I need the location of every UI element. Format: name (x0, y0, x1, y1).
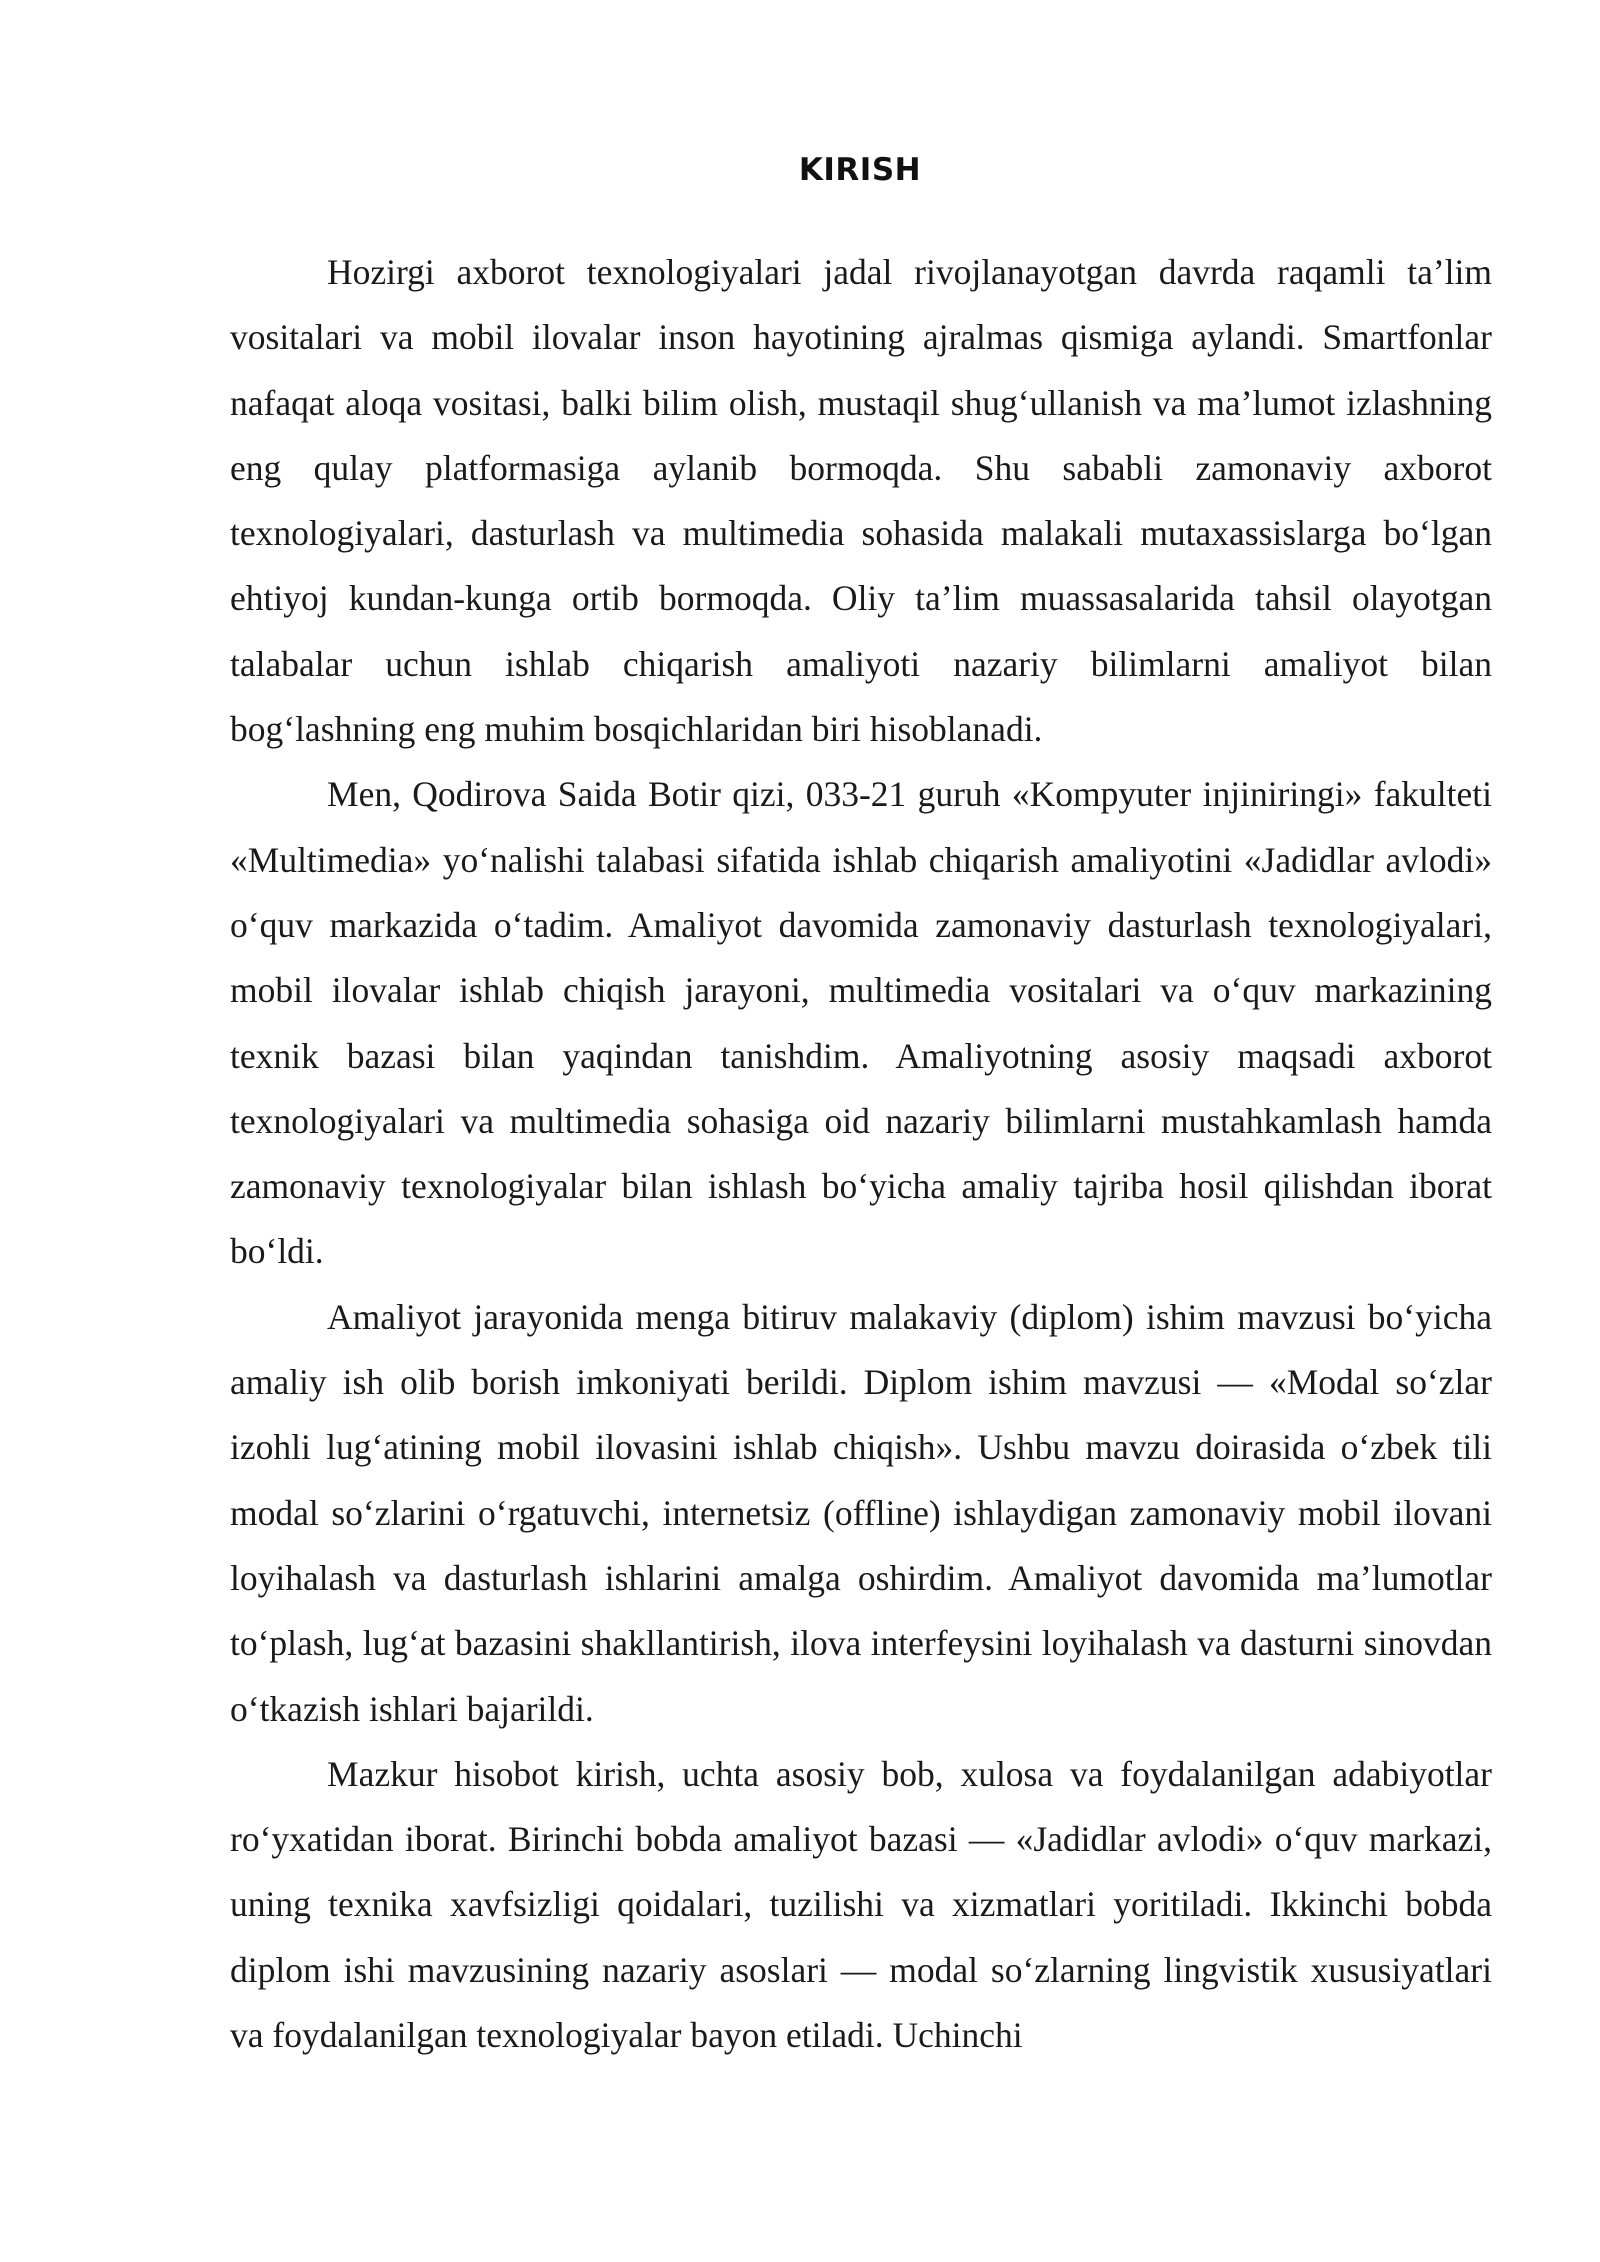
paragraph-2: Men, Qodirova Saida Botir qizi, 033-21 guruh «Kompyuter injiniringi» fakulteti «Multimedia» yo‘nalishi talabasi sifatida ishlab chiqarish amaliyotini «Jadidlar avlodi» o‘quv markazida o‘tadim. Amaliyot davomida zamonaviy dasturlash texnologiyalari, mobil ilovalar ishlab chiqish jarayoni, multimedia vositalari va o‘quv markazining texnik bazasi bilan yaqindan tanishdim. Amaliyotning asosiy maqsadi axborot texnologiyalari va multimedia sohasiga oid nazariy bilimlarni mustahkamlash hamda zamonaviy texnologiyalar bilan ishlash bo‘yicha amaliy tajriba hosil qilishdan iborat bo‘ldi. (230, 774, 1492, 1272)
paragraph-4: Mazkur hisobot kirish, uchta asosiy bob, xulosa va foydalanilgan adabiyotlar ro‘yxatidan iborat. Birinchi bobda amaliyot bazasi — «Jadidlar avlodi» o‘quv markazi, uning texnika xavfsizligi qoidalari, tuzilishi va xizmatlari yoritiladi. Ikkinchi bobda diplom ishi mavzusining nazariy asoslari — modal so‘zlarning lingvistik xususiyatlari va foydalanilgan texnologiyalar bayon etiladi. Uchinchi (230, 1753, 1492, 2056)
paragraph-1: Hozirgi axborot texnologiyalari jadal rivojlanayotgan davrda raqamli ta’lim vositalari va mobil ilovalar inson hayotining ajralmas qismiga aylandi. Smartfonlar nafaqat aloqa vositasi, balki bilim olish, mustaqil shug‘ullanish va ma’lumot izlashning eng qulay platformasiga aylanib bormoqda. Shu sababli zamonaviy axborot texnologiyalari, dasturlash va multimedia sohasida malakali mutaxassislarga bo‘lgan ehtiyoj kundan-kunga ortib bormoqda. Oliy ta’lim muassasalarida tahsil olayotgan talabalar uchun ishlab chiqarish amaliyoti nazariy bilimlarni amaliyot bilan bog‘lashning eng muhim bosqichlaridan biri hisoblanadi. (230, 252, 1492, 750)
body-text (230, 240, 1492, 2068)
section-heading: KIRISH (798, 152, 922, 188)
paragraph-3: Amaliyot jarayonida menga bitiruv malakaviy (diplom) ishim mavzusi bo‘yicha amaliy ish olib borish imkoniyati berildi. Diplom ishim mavzusi — «Modal so‘zlar izohli lug‘atining mobil ilovasini ishlab chiqish». Ushbu mavzu doirasida o‘zbek tili modal so‘zlarini o‘rgatuvchi, internetsiz (offline) ishlaydigan zamonaviy mobil ilovani loyihalash va dasturlash ishlarini amalga oshirdim. Amaliyot davomida ma’lumotlar to‘plash, lug‘at bazasini shakllantirish, ilova interfeysini loyihalash va dasturni sinovdan o‘tkazish ishlari bajarildi. (230, 1296, 1492, 1729)
